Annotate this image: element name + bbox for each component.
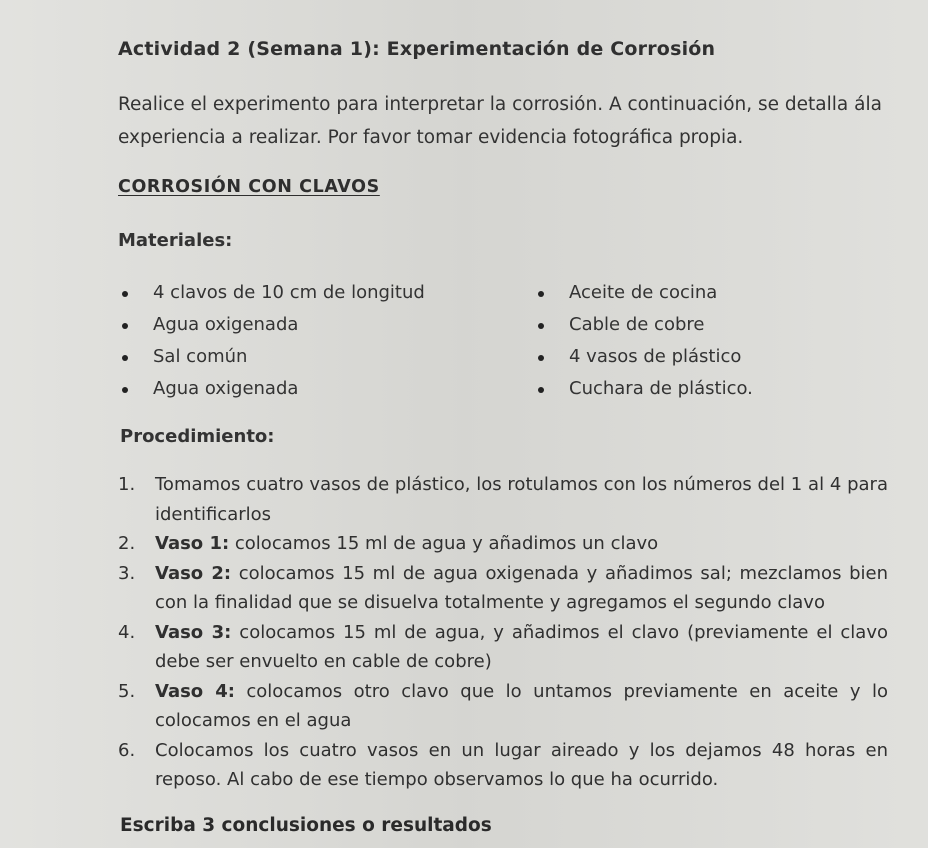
material-item: [122, 341, 425, 373]
step-number: 6.: [118, 739, 136, 761]
step-text: colocamos 15 ml de agua, y añadimos el clavo (previamente el clavo debe ser envuelto en cable de cobre): [155, 621, 888, 672]
section-heading: CORROSIÓN CON CLAVOS: [118, 177, 380, 197]
procedure-steps: [118, 470, 888, 795]
step-number: 1.: [118, 474, 136, 495]
step-text: colocamos otro clavo que lo untamos previamente en aceite y lo colocamos en el agua: [155, 680, 888, 731]
material-label: Agua oxigenada: [153, 314, 299, 335]
step-number: 3.: [118, 562, 136, 584]
material-label: 4 vasos de plástico: [569, 346, 742, 367]
material-item: [538, 373, 753, 405]
bullet-icon: [122, 323, 128, 329]
step-bold-label: Vaso 3:: [155, 621, 232, 643]
material-label: Agua oxigenada: [153, 378, 299, 399]
material-label: Cable de cobre: [569, 314, 705, 335]
material-item: [122, 373, 425, 405]
materials-list-right: [538, 277, 753, 405]
procedure-label: Procedimiento:: [120, 426, 275, 447]
material-item: [538, 341, 753, 373]
step-text: colocamos 15 ml de agua oxigenada y añadimos sal; mezclamos bien con la finalidad que se disuelva totalmente y agregamos el segundo clavo: [155, 562, 888, 613]
activity-title: Actividad 2 (Semana 1): Experimentación de Corrosión: [118, 38, 716, 60]
step-bold-label: Vaso 2:: [155, 562, 232, 584]
procedure-step: [118, 529, 888, 559]
material-label: Sal común: [153, 346, 248, 367]
bullet-icon: [122, 387, 128, 393]
procedure-step: [118, 618, 888, 677]
bullet-icon: [122, 291, 128, 297]
procedure-step: [118, 736, 888, 795]
material-item: [538, 277, 753, 309]
intro-paragraph: Realice el experimento para interpretar la corrosión. A continuación, se detalla ála experiencia a realizar. Por favor tomar evidencia fotográfica propia.: [118, 94, 882, 148]
bullet-icon: [538, 323, 544, 329]
step-number: 4.: [118, 621, 136, 643]
bullet-icon: [538, 355, 544, 361]
step-number: 5.: [118, 680, 136, 702]
step-bold-label: Vaso 1:: [155, 533, 230, 554]
procedure-step: [118, 470, 888, 529]
bullet-icon: [538, 387, 544, 393]
step-text: Tomamos cuatro vasos de plástico, los rotulamos con los números del 1 al 4 para identificarlos: [155, 474, 888, 525]
material-item: [122, 277, 425, 309]
procedure-step: [118, 559, 888, 618]
step-bold-label: Vaso 4:: [155, 680, 235, 702]
material-label: 4 clavos de 10 cm de longitud: [153, 282, 425, 303]
materials-list-left: [122, 277, 425, 405]
materials-label: Materiales:: [118, 230, 233, 251]
material-label: Aceite de cocina: [569, 282, 718, 303]
material-label: Cuchara de plástico.: [569, 378, 753, 399]
material-item: [538, 309, 753, 341]
final-instruction: Escriba 3 conclusiones o resultados: [120, 815, 492, 836]
step-text: colocamos 15 ml de agua y añadimos un clavo: [229, 533, 659, 554]
material-item: [122, 309, 425, 341]
bullet-icon: [538, 291, 544, 297]
step-number: 2.: [118, 533, 136, 554]
bullet-icon: [122, 355, 128, 361]
step-text: Colocamos los cuatro vasos en un lugar aireado y los dejamos 48 horas en reposo. Al cabo de ese tiempo observamos lo que ha ocurrido.: [155, 739, 888, 790]
procedure-step: [118, 677, 888, 736]
